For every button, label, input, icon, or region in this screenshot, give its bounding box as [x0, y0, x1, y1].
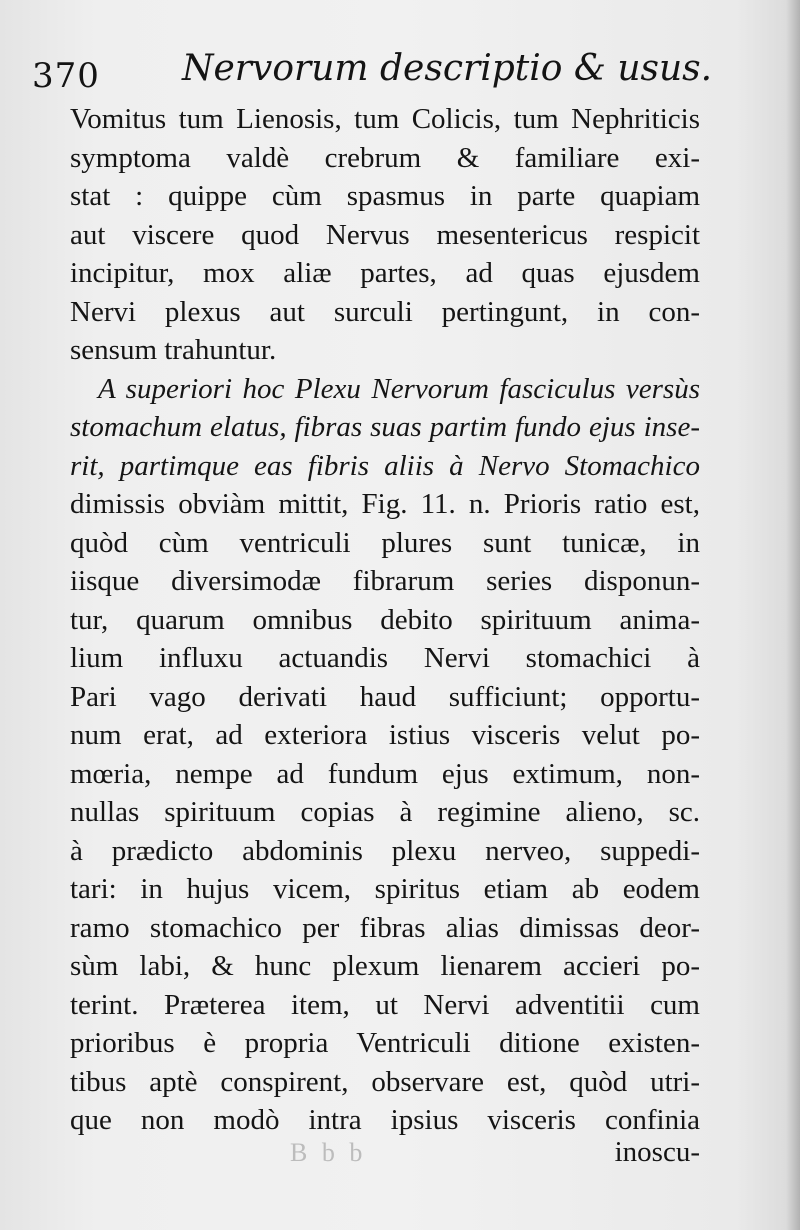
text-line: Nervi plexus aut surculi pertingunt, in con-	[70, 295, 700, 328]
body-text	[70, 100, 700, 1140]
text-line: lium influxu actuandis Nervi stomachici à	[70, 642, 700, 674]
signature-mark: B b b	[290, 1138, 367, 1167]
text-line: A superiori hoc Plexu Nervorum fasciculus versùs	[98, 372, 700, 405]
text-line: mœria, nempe ad fundum ejus extimum, non-	[70, 757, 700, 790]
running-title: Nervorum descriptio & usus.	[182, 48, 713, 89]
page-header	[32, 48, 752, 98]
text-line: prioribus è propria Ventriculi ditione existen-	[70, 1027, 700, 1059]
text-line: symptoma valdè crebrum & familiare exi-	[70, 141, 700, 174]
text-line: sùm labi, & hunc plexum lienarem accieri po-	[70, 950, 700, 982]
page-number: 370	[32, 56, 100, 96]
text-line: stat : quippe cùm spasmus in parte quapiam	[70, 180, 700, 212]
text-line: Vomitus tum Lienosis, tum Colicis, tum Nephriticis	[70, 103, 700, 135]
text-line: iisque diversimodæ fibrarum series disponun-	[70, 565, 700, 597]
text-line: ramo stomachico per fibras alias dimissas deor-	[70, 911, 700, 944]
text-line: tari: in hujus vicem, spiritus etiam ab eodem	[70, 873, 700, 905]
text-line: Pari vago derivati haud sufficiunt; opportu-	[70, 680, 700, 713]
page-footer	[70, 1136, 700, 1174]
text-line: rit, partimque eas fibris aliis à Nervo Stomachico	[70, 449, 700, 482]
text-line: quòd cùm ventriculi plures sunt tunicæ, in	[70, 526, 700, 559]
text-line: à prædicto abdominis plexu nerveo, suppedi-	[70, 834, 700, 867]
text-line: num erat, ad exteriora istius visceris velut po-	[70, 719, 700, 751]
text-line: tibus aptè conspirent, observare est, quòd utri-	[70, 1065, 700, 1098]
text-line: terint. Præterea item, ut Nervi adventitii cum	[70, 988, 700, 1021]
page-edge-shadow	[786, 0, 800, 1230]
text-line: incipitur, mox aliæ partes, ad quas ejusdem	[70, 257, 700, 289]
text-line: tur, quarum omnibus debito spirituum anima-	[70, 603, 700, 636]
text-line: que non modò intra ipsius visceris confinia	[70, 1104, 700, 1136]
text-line: sensum trahuntur.	[70, 334, 277, 366]
text-line: aut viscere quod Nervus mesentericus respicit	[70, 218, 700, 251]
text-line: stomachum elatus, fibras suas partim fundo ejus inse-	[70, 411, 700, 443]
catchword: inoscu-	[614, 1136, 700, 1168]
text-line: dimissis obviàm mittit, Fig. 11. n. Prioris ratio est,	[70, 488, 700, 520]
text-line: nullas spirituum copias à regimine alieno, sc.	[70, 796, 700, 828]
